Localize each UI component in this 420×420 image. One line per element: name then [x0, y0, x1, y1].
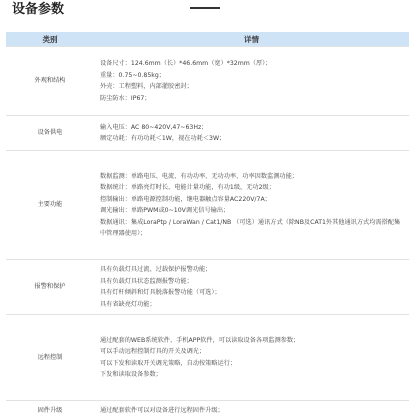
- table-header-row: [6, 32, 409, 47]
- table-row: [6, 151, 409, 260]
- table-row: [6, 315, 409, 401]
- row-detail-power: [94, 116, 409, 151]
- row-detail-functions: [94, 151, 409, 260]
- detail-line: 具有灯杆倾斜和灯具脱落报警功能（可选）；: [100, 289, 221, 296]
- detail-line: 具有负载灯具过流、过载保护报警功能；: [100, 266, 212, 273]
- detail-line: 具有负载灯具状态监测报警功能；: [100, 277, 193, 285]
- detail-line: 可以下发和读取开关调光策略，自动按策略运行；: [100, 359, 237, 367]
- detail-line: 防尘防水：IP67；: [100, 94, 151, 102]
- detail-line: 数据统计：单路亮灯时长、电能计量功能，有功1级，无功2级；: [100, 184, 275, 191]
- detail-line: 通过配套软件可以对设备进行远程固件升级；: [100, 407, 224, 415]
- detail-line: 输入电压：AC 80~420V,47~63Hz；: [100, 123, 208, 131]
- page-title: 设备参数: [12, 2, 65, 17]
- row-category-power: 设备供电: [6, 116, 94, 151]
- row-category-remote: 远程控制: [6, 315, 94, 401]
- title-divider: [190, 7, 220, 9]
- header-detail: 详情: [94, 32, 409, 47]
- detail-line: 设备尺寸：124.6mm（长）*46.6mm（宽）*32mm（厚）；: [100, 60, 272, 67]
- detail-line: 控制输出：单路电源控制功能，继电器触点容量AC220V/7A；: [100, 195, 271, 203]
- detail-line: 重量：0.75~0.85kg；: [100, 71, 165, 79]
- detail-line: 数据监测：单路电压、电流、有功功率、无功功率、功率因数监测功能；: [100, 172, 298, 180]
- detail-line: 下发和读取设备参数；: [100, 371, 162, 378]
- table-row: [6, 401, 409, 420]
- row-detail-appearance: [94, 47, 409, 116]
- table-row: [6, 47, 409, 116]
- row-detail-alarm: [94, 260, 409, 315]
- row-detail-firmware: [94, 401, 409, 420]
- detail-line: 数据通讯：集成LoraPtp / LoraWan / Cat1/NB （可选）通讯方式（除NB及CAT1外其他通讯方式均需搭配集中管理器使用）；: [100, 218, 401, 237]
- detail-line: 外壳：工程塑料，内部灌胶密封；: [100, 83, 193, 90]
- table-row: [6, 116, 409, 151]
- row-category-alarm: 报警和保护: [6, 260, 94, 315]
- detail-line: 调光输出：单路PWM或0~10V调光信号输出；: [100, 207, 230, 214]
- row-category-appearance: 外观和结构: [6, 47, 94, 116]
- detail-line: 通过配套的WEB系统软件、手机APP软件，可以读取设备各项监测参数；: [100, 336, 300, 344]
- header-category: 类别: [6, 32, 94, 47]
- table-row: [6, 260, 409, 315]
- row-category-functions: 主要功能: [6, 151, 94, 260]
- spec-table: [6, 32, 409, 420]
- detail-line: 额定功耗：有功功耗＜1W，视在功耗＜3W；: [100, 135, 226, 142]
- detail-line: 具有省缺亮灯功能；: [100, 300, 156, 308]
- row-detail-remote: [94, 315, 409, 401]
- row-category-firmware: 固件升级: [6, 401, 94, 420]
- detail-line: 可以手动远程控制灯具的开关及调光；: [100, 348, 206, 355]
